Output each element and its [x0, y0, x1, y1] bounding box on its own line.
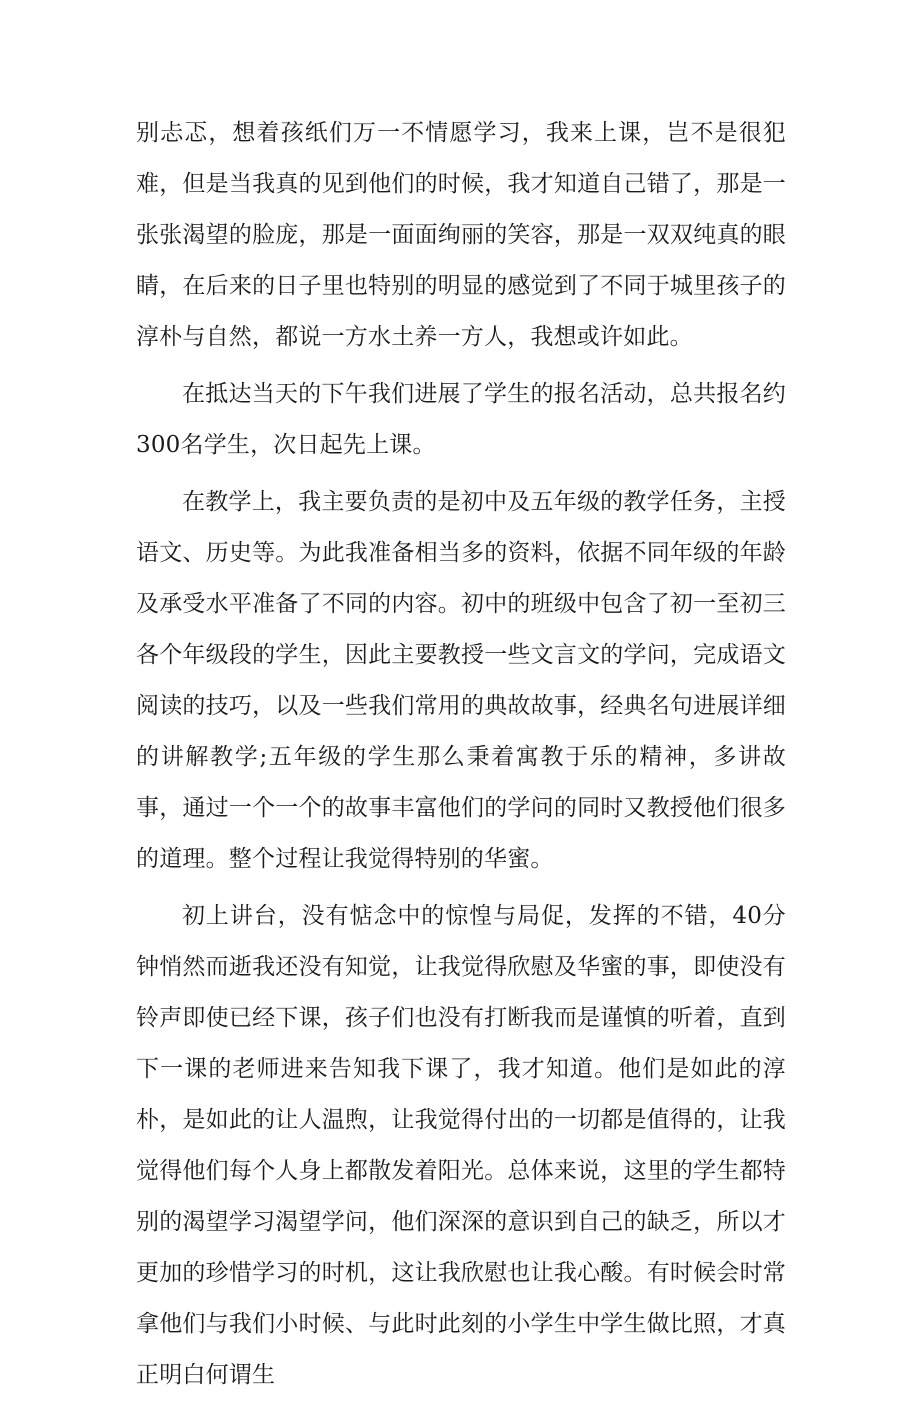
paragraph-1: 别忐忑，想着孩纸们万一不情愿学习，我来上课，岂不是很犯难，但是当我真的见到他们的时候，我才知道自己错了，那是一张张渴望的脸庞，那是一面面绚丽的笑容，那是一双双纯真的眼睛，在后来的日子里也特别的明显的感觉到了不同于城里孩子的淳朴与自然，都说一方水土养一方人，我想或许如此。 — [136, 120, 786, 350]
paragraph-3: 在教学上，我主要负责的是初中及五年级的教学任务，主授语文、历史等。为此我准备相当多的资料，依据不同年级的年龄及承受水平准备了不同的内容。初中的班级中包含了初一至初三各个年级段的学生，因此主要教授一些文言文的学问，完成语文阅读的技巧，以及一些我们常用的典故故事，经典名句进展详细的讲解教学;五年级的学生那么秉着寓教于乐的精神，多讲故事，通过一个一个的故事丰富他们的学问的同时又教授他们很多的道理。整个过程让我觉得特别的华蜜。 — [136, 489, 786, 872]
paragraph-4: 初上讲台，没有惦念中的惊惶与局促，发挥的不错，40分钟悄然而逝我还没有知觉，让我觉得欣慰及华蜜的事，即使没有铃声即使已经下课，孩子们也没有打断我而是谨慎的听着，直到下一课的老师进来告知我下课了，我才知道。他们是如此的淳朴，是如此的让人温煦，让我觉得付出的一切都是值得的，让我觉得他们每个人身上都散发着阳光。总体来说，这里的学生都特别的渴望学习渴望学问，他们深深的意识到自己的缺乏，所以才更加的珍惜学习的时机，这让我欣慰也让我心酸。有时候会时常拿他们与我们小时候、与此时此刻的小学生中学生做比照，才真正明白何谓生 — [136, 903, 786, 1388]
paragraph-2: 在抵达当天的下午我们进展了学生的报名活动，总共报名约300名学生，次日起先上课。 — [136, 381, 786, 458]
document-body — [136, 108, 786, 1407]
